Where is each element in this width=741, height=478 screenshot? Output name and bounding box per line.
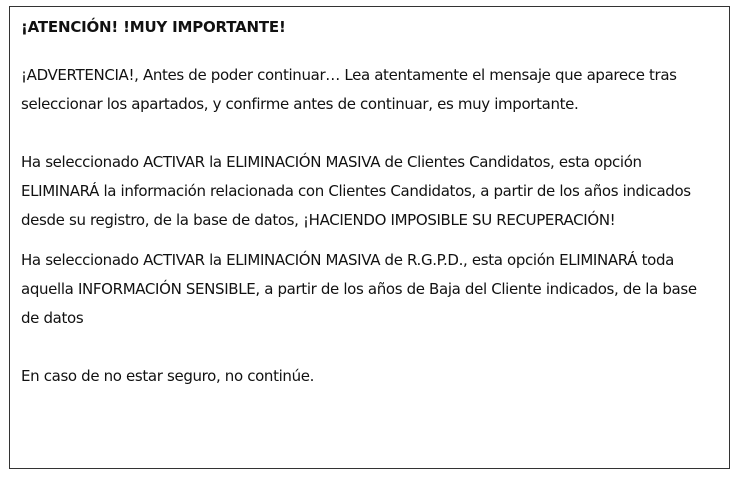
rgpd-paragraph: Ha seleccionado ACTIVAR la ELIMINACIÓN MASIVA de R.G.P.D., esta opción ELIMINARÁ toda aquella INFORMACIÓN SENSIBLE, a partir de los años de Baja del Cliente indicados, de la base de datos xyxy=(21,251,697,327)
warning-notice-panel xyxy=(9,6,730,469)
no-continue-paragraph: En caso de no estar seguro, no continúe. xyxy=(21,367,315,385)
clientes-candidatos-paragraph: Ha seleccionado ACTIVAR la ELIMINACIÓN MASIVA de Clientes Candidatos, esta opción ELIMINARÁ la información relacionada con Clientes Candidatos, a partir de los años indicados desde su registro, de la base de datos, ¡HACIENDO IMPOSIBLE SU RECUPERACIÓN! xyxy=(21,153,691,229)
advertencia-paragraph: ¡ADVERTENCIA!, Antes de poder continuar… Lea atentamente el mensaje que aparece tras seleccionar los apartados, y confirme antes de continuar, es muy importante. xyxy=(21,66,677,113)
notice-title: ¡ATENCIÓN! !MUY IMPORTANTE! xyxy=(21,18,286,36)
